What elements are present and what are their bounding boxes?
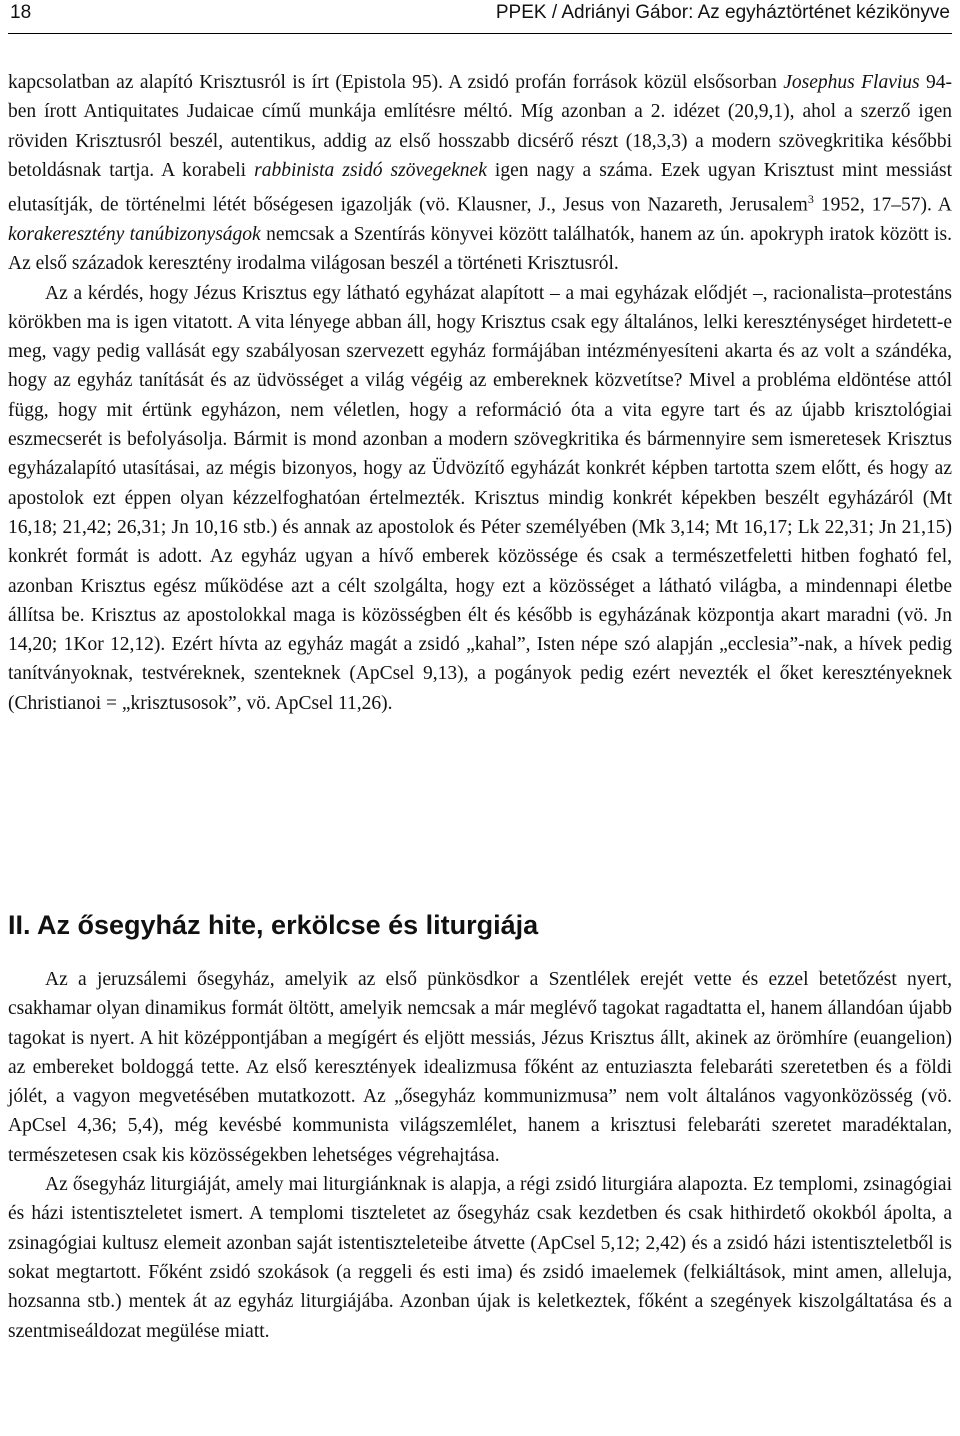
text-run: 1952, 17–57). A <box>813 194 952 216</box>
page-header <box>10 0 950 26</box>
text-run: igen nagy a száma. Ezek ugyan Krisztust mint messiást elutasítják, de történelmi létét bőségesen igazolják (vö. Klausner, J., Jesus von Nazareth, Jerusalem <box>8 159 952 216</box>
header-divider <box>8 33 952 34</box>
section-two-body <box>8 965 952 1346</box>
paragraph: Az ősegyház liturgiáját, amely mai liturgiánknak is alapja, a régi zsidó liturgiára alapozta. Ez templomi, zsinagógiai és házi istentiszteletet ismert. A templomi tiszteletet az ősegyház csak kezdetben és csak hithirdető okokból ápolta, a zsinagógiai kultusz elemeit azonban saját istentiszteleteibe átvette (ApCsel 5,12; 2,42) és a zsidó házi istentiszteletből is sokat megtartott. Főként zsidó szokások (a reggeli és esti ima) és zsidó imaelemek (felkiáltások, mint amen, alleluja, hozsanna stb.) mentek át az egyház liturgiájába. Azonban újak is keletkeztek, főként a szegények kiszolgáltatása és a szentmiseáldozat megülése miatt. <box>8 1174 952 1342</box>
page-number: 18 <box>10 2 32 23</box>
paragraph <box>8 68 952 279</box>
italic-run: korakeresztény tanúbizonyságok <box>8 223 261 245</box>
superscript: 3 <box>807 192 814 207</box>
text-run: kapcsolatban az alapító Krisztusról is írt (Epistola 95). A zsidó profán források közül elsősorban <box>8 72 784 93</box>
paragraph: Az a jeruzsálemi ősegyház, amelyik az első pünkösdkor a Szentlélek erejét vette és ezzel betetőzést nyert, csakhamar olyan dinamikus formát öltött, amelyik nemcsak a már meglévő tagokat ragadtatta el, hanem állandóan újabb tagokat is nyert. A hit középpontjában a megígért és eljött messiás, Jézus Krisztus állt, akinek az örömhíre (euangelion) az embereket boldoggá tette. Az első keresztények idealizmusa főként az entuziaszta felebaráti szeretetben és a földi jólét, a vagyon megvetésében mutatkozott. Az „ősegyház kommunizmusa” nem volt általános vagyonközösség (vö. ApCsel 4,36; 5,4), még kevésbé kommunista világszemlélet, hanem a krisztusi felebaráti szeretet maradéktalan, természetesen csak kis közösségekben lehetséges végrehajtása. <box>8 969 952 1166</box>
italic-run: Josephus Flavius <box>783 72 920 93</box>
running-title: PPEK / Adriányi Gábor: Az egyháztörténet kézikönyve <box>495 2 950 23</box>
paragraph: Az a kérdés, hogy Jézus Krisztus egy látható egyházat alapított – a mai egyházak elődjét –, racionalista–protestáns körökben ma is igen vitatott. A vita lényege abban áll, hogy Krisztus csak egy általános, lelki kereszténységet hirdetett-e meg, vagy pedig vallását egy szabályosan szervezett egyház formájában intézményesíteni akarta és az volt a szándéka, hogy az egyház tanítását és az üdvösséget a világ végéig az embereknek közvetítse? Mivel a probléma eldöntése attól függ, hogy mit értünk egyházon, nem véletlen, hogy a reformáció óta a vita egyre tart és az újabb krisztológiai eszmecserét is befolyásolja. Bármit is mond azonban a modern szövegkritika és bármennyire sem ismeretesek Krisztus egyházalapító utasításai, az mégis bizonyos, hogy az Üdvözítő egyházát konkrét képben tartotta szem előtt, és hogy az apostolok ezt éppen olyan kézzelfoghatóan értelmezték. Krisztus mindig konkrét képekben beszélt egyházáról (Mt 16,18; 21,42; 26,31; Jn 10,16 stb.) és annak az apostolok és Péter személyében (Mk 3,14; Mt 16,17; Lk 22,31; Jn 21,15) konkrét formát is adott. Az egyház ugyan a hívő emberek közössége és csak a természetfeletti hitben fogható fel, azonban Krisztus egész működése azt a célt szolgálta, hogy ezt a közösséget a látható világba, a mindennapi életbe állítsa be. Krisztus az apostolokkal maga is közösségben élt és később is egyházának központja akart maradni (vö. Jn 14,20; 1Kor 12,12). Ezért hívta az egyház magát a zsidó „kahal”, Isten népe szó alapján „ecclesia”-nak, a hívek pedig tanítványoknak, testvéreknek, szenteknek (ApCsel 9,13), a pogányok pedig ezért nevezték el őket keresztényeknek (Christianoi = „krisztusosok”, vö. ApCsel 11,26). <box>8 282 952 714</box>
section-one-body <box>8 68 952 718</box>
section-heading: II. Az ősegyház hite, erkölcse és liturgiája <box>8 910 539 940</box>
text-run: 94-ben írott Antiquitates Judaicae című munkája említésre méltó. Míg azonban a 2. idézet (20,9,1), ahol a szerző igen röviden Krisztusról beszél, autentikus, addig az első hosszabb dicsérő részt (18,3,3) a modern szövegkritika későbbi betoldásnak tartja. A korabeli <box>8 72 953 181</box>
italic-run: rabbinista zsidó szövegeknek <box>254 159 487 181</box>
text-run: nemcsak a Szentírás könyvei között találhatók, hanem az ún. apokryph iratok között is. Az első századok keresztény irodalma világosan beszél a történeti Krisztusról. <box>8 223 952 275</box>
